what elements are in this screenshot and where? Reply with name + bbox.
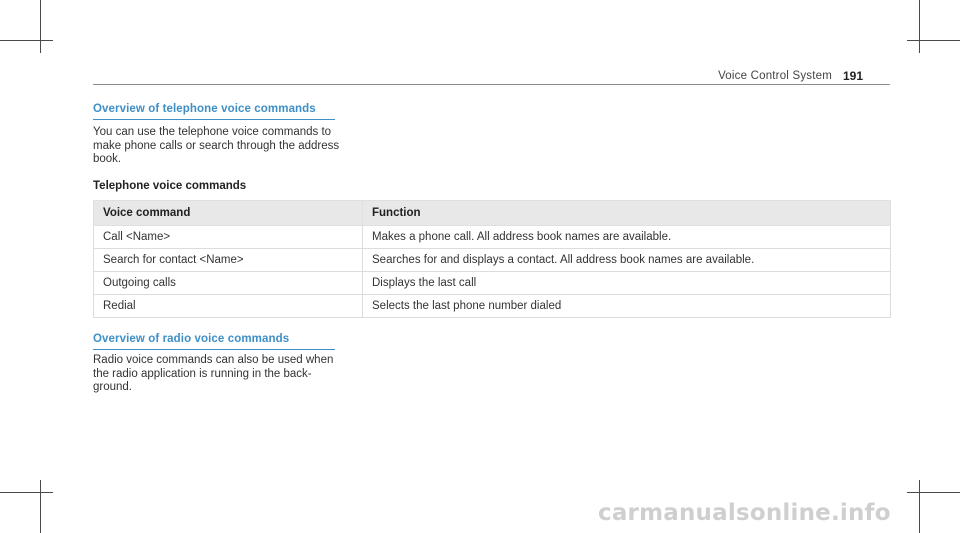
voice-command-cell: Redial — [94, 295, 363, 318]
crop-mark — [40, 0, 41, 53]
text-line: ground. — [93, 381, 133, 393]
crop-mark — [0, 40, 53, 41]
section-heading-radio: Overview of radio voice commands — [93, 333, 335, 350]
crop-mark — [907, 492, 960, 493]
watermark-logo: carmanualsonline.info — [598, 500, 891, 526]
voice-commands-table — [93, 200, 891, 318]
crop-mark — [919, 0, 920, 53]
crop-mark — [907, 40, 960, 41]
function-cell: Selects the last phone number dialed — [363, 295, 891, 318]
table-row — [94, 226, 891, 249]
voice-command-cell: Search for contact <Name> — [94, 249, 363, 272]
table-title: Telephone voice commands — [93, 180, 247, 192]
radio-intro — [93, 354, 353, 395]
crop-mark — [0, 492, 53, 493]
section-heading-telephone: Overview of telephone voice commands — [93, 103, 335, 120]
running-title: Voice Control System — [718, 70, 832, 82]
voice-command-cell: Outgoing calls — [94, 272, 363, 295]
telephone-intro — [93, 126, 353, 167]
column-header-voice-command: Voice command — [94, 201, 363, 226]
page-number: 191 — [843, 69, 864, 83]
function-cell: Makes a phone call. All address book names are available. — [363, 226, 891, 249]
text-line: make phone calls or search through the address — [93, 139, 340, 152]
crop-mark — [40, 480, 41, 533]
text-line: You can use the telephone voice commands to — [93, 126, 332, 138]
text-line: book. — [93, 153, 122, 165]
table-header-row — [94, 201, 891, 226]
table-row — [94, 272, 891, 295]
voice-command-cell: Call <Name> — [94, 226, 363, 249]
table-row — [94, 295, 891, 318]
text-line: the radio application is running in the back- — [93, 367, 312, 380]
function-cell: Searches for and displays a contact. All address book names are available. — [363, 249, 891, 272]
header-rule — [93, 84, 890, 85]
table-row — [94, 249, 891, 272]
column-header-function: Function — [363, 201, 891, 226]
crop-mark — [919, 480, 920, 533]
text-line: Radio voice commands can also be used when — [93, 354, 334, 366]
function-cell: Displays the last call — [363, 272, 891, 295]
